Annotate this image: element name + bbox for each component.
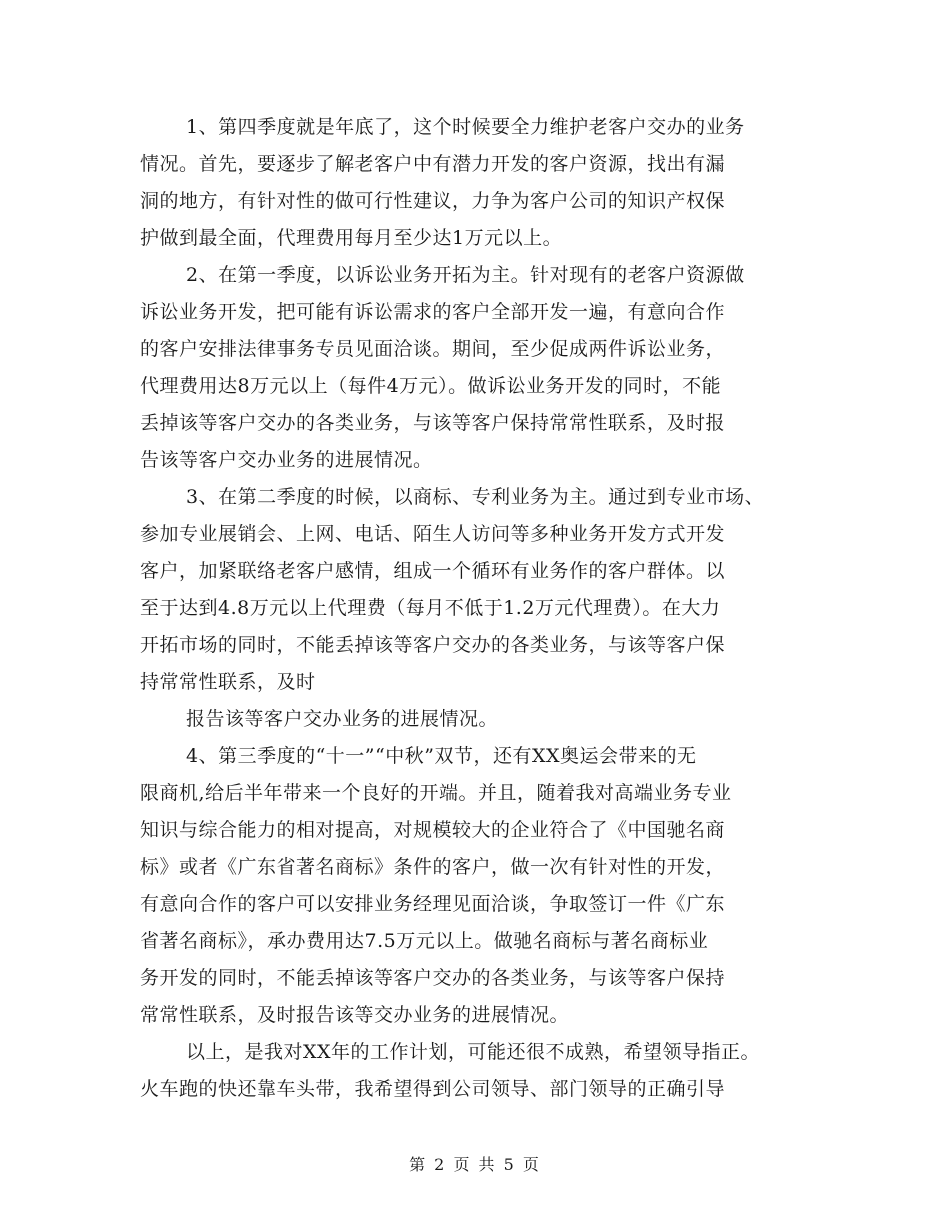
text-line: 知识与综合能力的相对提高，对规模较大的企业符合了《中国驰名商 <box>140 819 726 841</box>
text-line: 常常性联系，及时报告该等交办业务的进展情况。 <box>140 1004 570 1026</box>
text-line: 情况。首先，要逐步了解老客户中有潜力开发的客户资源，找出有漏 <box>140 153 726 175</box>
text-line: 至于达到4.8万元以上代理费（每月不低于1.2万元代理费）。在大力 <box>140 597 721 619</box>
text-line: 护做到最全面，代理费用每月至少达1万元以上。 <box>140 227 563 249</box>
text-line: 火车跑的快还靠车头带，我希望得到公司领导、部门领导的正确引导 <box>140 1078 726 1100</box>
text-line: 客户，加紧联络老客户感情，组成一个循环有业务作的客户群体。以 <box>140 560 726 582</box>
text-line: 1、第四季度就是年底了，这个时候要全力维护老客户交办的业务 <box>186 116 745 138</box>
text-line: 告该等客户交办业务的进展情况。 <box>140 449 433 471</box>
text-line: 诉讼业务开发，把可能有诉讼需求的客户全部开发一遍，有意向合作 <box>140 301 726 323</box>
text-line: 参加专业展销会、上网、电话、陌生人访问等多种业务开发方式开发 <box>140 523 726 545</box>
text-line: 报告该等客户交办业务的进展情况。 <box>186 708 499 730</box>
text-line: 限商机,给后半年带来一个良好的开端。并且，随着我对高端业务专业 <box>140 782 732 804</box>
text-line: 以上，是我对XX年的工作计划，可能还很不成熟，希望领导指正。 <box>186 1041 761 1063</box>
page-number-footer: 第 2 页 共 5 页 <box>409 1155 541 1174</box>
text-line: 2、在第一季度，以诉讼业务开拓为主。针对现有的老客户资源做 <box>186 264 745 286</box>
text-line: 标》或者《广东省著名商标》条件的客户，做一次有针对性的开发， <box>140 856 726 878</box>
text-line: 持常常性联系，及时 <box>140 671 316 693</box>
text-line: 代理费用达8万元以上（每件4万元）。做诉讼业务开发的同时，不能 <box>140 375 722 397</box>
text-line: 务开发的同时，不能丢掉该等客户交办的各类业务，与该等客户保持 <box>140 967 726 989</box>
text-line: 有意向合作的客户可以安排业务经理见面洽谈，争取签订一件《广东 <box>140 893 726 915</box>
text-line: 的客户安排法律事务专员见面洽谈。期间，至少促成两件诉讼业务， <box>140 338 726 360</box>
text-line: 4、第三季度的“十一”“中秋”双节，还有XX奥运会带来的无 <box>186 745 697 767</box>
text-line: 省著名商标》，承办费用达7.5万元以上。做驰名商标与著名商标业 <box>140 930 709 952</box>
text-line: 丢掉该等客户交办的各类业务，与该等客户保持常常性联系，及时报 <box>140 412 726 434</box>
text-line: 3、在第二季度的时候，以商标、专利业务为主。通过到专业市场、 <box>186 486 765 508</box>
text-line: 洞的地方，有针对性的做可行性建议，力争为客户公司的知识产权保 <box>140 190 726 212</box>
text-line: 开拓市场的同时，不能丢掉该等客户交办的各类业务，与该等客户保 <box>140 634 726 656</box>
